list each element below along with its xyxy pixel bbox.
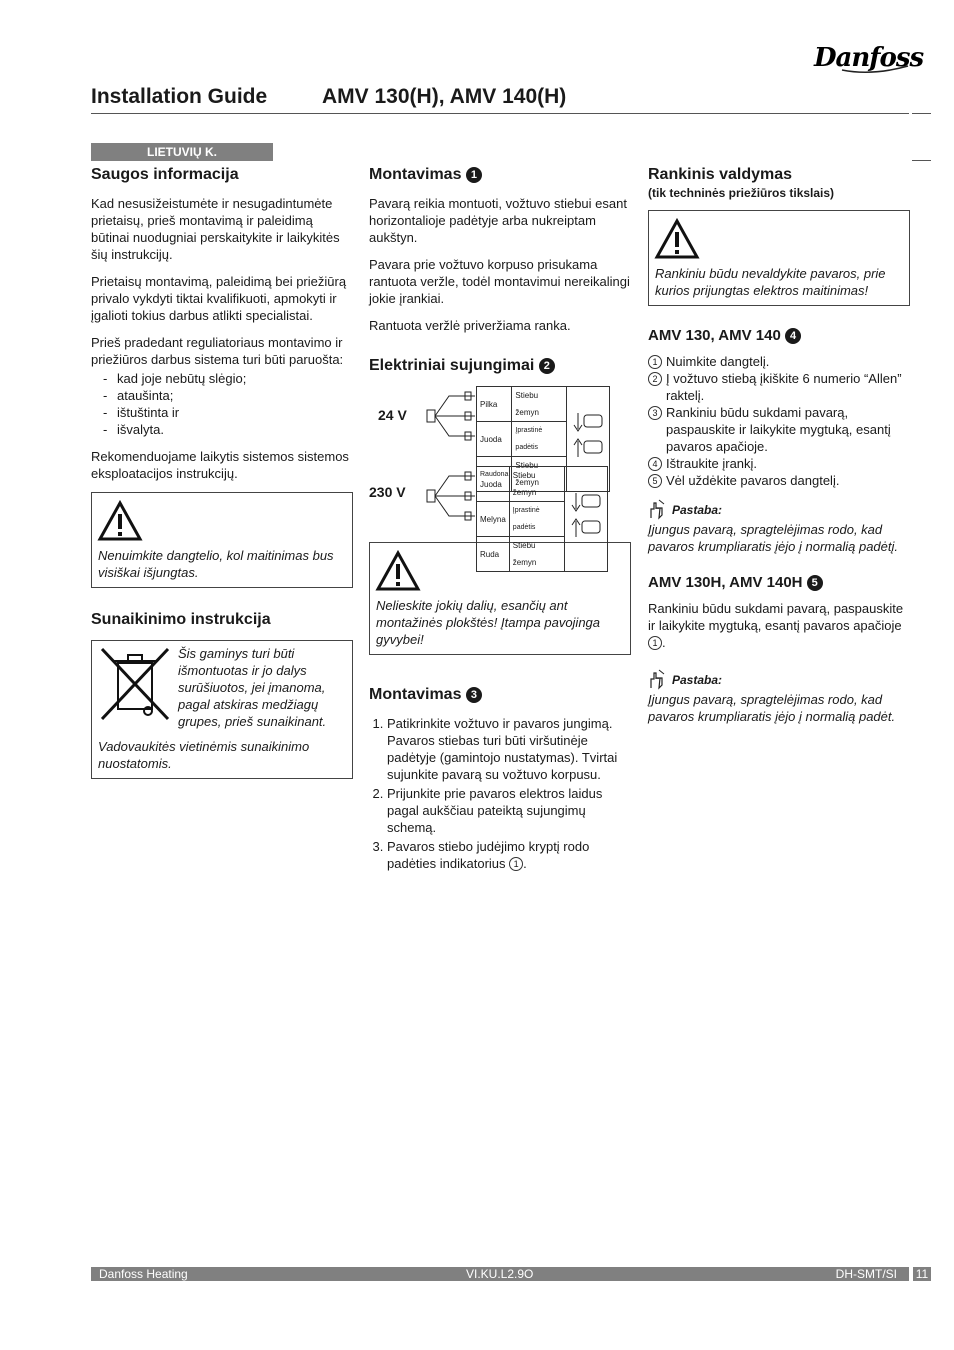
- disposal-local-rules: Vadovaukitės vietinėmis sunaikinimo nuostatomis.: [98, 739, 310, 771]
- step-end: .: [523, 856, 527, 871]
- actuator-icons: [564, 467, 607, 572]
- header-rule: [91, 113, 909, 114]
- wire-color: Raudona: [477, 457, 512, 492]
- column-safety: [91, 165, 353, 789]
- mounting-heading-label: Montavimas: [369, 166, 462, 183]
- voltage-label: 24 V: [378, 407, 407, 423]
- figure-number: 5: [807, 575, 823, 591]
- cable-icon: [425, 470, 477, 522]
- amv130h-body: Rankiniu būdu sukdami pavarą, paspauskite ir laikykite mygtuką, esantį pavaros apačioje: [648, 601, 904, 633]
- footer-company: Danfoss Heating: [99, 1267, 188, 1281]
- indicator-ref: 1: [509, 857, 523, 871]
- warning-icon: [655, 219, 699, 259]
- indicator-ref: 1: [648, 636, 662, 650]
- warning-text: Rankiniu būdu nevaldykite pavaros, prie kurios prijungtas elektros maitinimas!: [655, 266, 886, 298]
- list-item: [648, 472, 910, 489]
- wire-action: Stiebu žemyn: [509, 537, 564, 572]
- column-manual: [648, 165, 910, 735]
- wire-color: Pilka: [477, 387, 512, 422]
- amv130h-heading: [648, 573, 910, 592]
- wire-action: Stiebu žemyn: [509, 467, 564, 502]
- warning-box: [648, 210, 910, 306]
- list-item: [387, 838, 631, 872]
- pointing-hand-icon: [648, 669, 666, 689]
- list-item: 1. Patikrinkite vožtuvo ir pavaros jungimą. Pavaros stiebas turi būti viršutinėje padėtyje (gamintojo nustatymas). Tvirtai sujunkite pavarą su vožtuvo korpusu.: [387, 715, 631, 783]
- doc-title: Installation Guide: [91, 85, 268, 108]
- mounting-steps-heading-label: Montavimas: [369, 686, 462, 703]
- disposal-heading: Sunaikinimo instrukcija: [91, 611, 271, 628]
- warning-box: [91, 492, 353, 588]
- system-prep-list: [91, 370, 353, 438]
- footer-bar: [91, 1267, 909, 1281]
- manual-heading: Rankinis valdymas: [648, 166, 793, 183]
- safety-paragraph: Prietaisų montavimą, paleidimą bei priežiūrą privalo vykdyti tiktai kvalifikuoti, apmokyti ir įgalioti tokius darbus atlikti specialistai.: [91, 274, 347, 323]
- warning-text: Nelieskite jokių dalių, esančių ant montažinės plokštės! Įtampa pavojinga gyvybei!: [376, 598, 601, 647]
- disposal-text: Šis gaminys turi būti išmontuotas ir jo dalys surūšiuotos, jei įmanoma, pagal atskiras medžiagų grupes, prieš sunaikinant.: [178, 646, 327, 729]
- wire-color: Melyna: [477, 502, 510, 537]
- list-item: [648, 455, 910, 472]
- manual-subheading: (tik techninės priežiūros tikslais): [648, 186, 835, 200]
- wire-color: Ruda: [477, 537, 510, 572]
- side-mark: [912, 160, 931, 161]
- amv130-heading: [648, 326, 910, 345]
- mounting-steps: [369, 715, 631, 872]
- list-item: [648, 404, 910, 455]
- page-number: 11: [913, 1267, 931, 1281]
- electrical-heading-label: Elektriniai sujungimai: [369, 357, 535, 374]
- wire-action: Įprastinė padėtis: [509, 502, 564, 537]
- cable-icon: [425, 390, 477, 442]
- logo-text: Danfoss: [814, 43, 924, 73]
- note-label: Pastaba:: [672, 503, 723, 517]
- wire-action: Stiebu žemyn: [512, 457, 567, 492]
- note-text: Įjungus pavarą, spragtelėjimas rodo, kad pavaros krumpliaratis įėjo į normalią padėtį.: [648, 522, 899, 554]
- step-text: Į vožtuvo stiebą įkiškite 6 numerio “Allen” raktelį.: [666, 371, 902, 403]
- amv130h-text: [648, 600, 910, 651]
- mounting-paragraph: Pavarą reikia montuoti, vožtuvo stiebui esant horizontalioje padėtyje arba nukreiptam aukštyn.: [369, 196, 627, 245]
- manual-steps: [648, 353, 910, 489]
- step-text: Vėl uždėkite pavaros dangtelį.: [666, 473, 840, 488]
- figure-number: 4: [785, 328, 801, 344]
- side-mark: [912, 113, 931, 114]
- step-number: 5: [648, 474, 662, 488]
- wiring-230v: [369, 466, 631, 567]
- list-item: 2. Prijunkite prie pavaros elektros laidus pagal aukščiau pateiktą sujungimų schemą.: [387, 785, 631, 836]
- mounting-paragraph: Rantuota veržlė priveržiama ranka.: [369, 318, 571, 333]
- wire-action: Įprastinė padėtis: [512, 422, 567, 457]
- step-text: Pavaros stiebo judėjimo kryptį rodo padėties indikatorius: [387, 839, 590, 871]
- wire-color: Juoda: [477, 467, 510, 502]
- list-item: [648, 370, 910, 404]
- danfoss-logo: [812, 36, 924, 76]
- list-item: - išvalyta.: [103, 421, 353, 438]
- wiring-24v: [369, 386, 631, 487]
- note-label: Pastaba:: [672, 673, 723, 687]
- amv130h-heading-label: AMV 130H, AMV 140H: [648, 574, 803, 591]
- electrical-heading: [369, 356, 631, 376]
- pointing-hand-icon: [648, 499, 666, 519]
- list-item: - ištuštinta ir: [103, 404, 353, 421]
- stem-direction-icon: [570, 411, 606, 461]
- safety-paragraph: Prieš pradedant reguliatoriaus montavimo ir priežiūros darbus sistema turi būti paruošta:: [91, 335, 344, 367]
- amv130h-end: .: [662, 635, 666, 650]
- step-text: Nuimkite dangtelį.: [666, 354, 770, 369]
- warning-text: Nenuimkite dangtelio, kol maitinimas bus visiškai išjungtas.: [98, 548, 334, 580]
- safety-heading: Saugos informacija: [91, 166, 239, 183]
- mounting-steps-heading: [369, 685, 631, 705]
- stem-direction-icon: [568, 491, 604, 541]
- logo-graphic: [812, 36, 924, 76]
- step-number: 1: [648, 355, 662, 369]
- step-text: Ištraukite įrankį.: [666, 456, 758, 471]
- mounting-paragraph: Pavara prie vožtuvo korpuso prisukama rantuota veržle, todėl montavimui nereikalingi jokie įrankiai.: [369, 257, 630, 306]
- list-item: [648, 353, 910, 370]
- language-tag: LIETUVIŲ K.: [91, 143, 273, 161]
- column-mounting: [369, 165, 631, 882]
- wire-action: Stiebu žemyn: [512, 387, 567, 422]
- wiring-table: [476, 466, 608, 572]
- recycle-bin-crossed-icon: [98, 645, 172, 723]
- table-row: [477, 387, 610, 422]
- warning-icon: [98, 501, 142, 541]
- step-number: 4: [648, 457, 662, 471]
- disposal-box: [91, 640, 353, 779]
- step-number: 3: [648, 406, 662, 420]
- amv130-heading-label: AMV 130, AMV 140: [648, 327, 781, 344]
- voltage-label: 230 V: [369, 484, 406, 500]
- list-item: - ataušinta;: [103, 387, 353, 404]
- note-text: Įjungus pavarą, spragtelėjimas rodo, kad pavaros krumpliaratis įėjo į normalią padėt.: [648, 692, 896, 724]
- figure-number: 1: [466, 167, 482, 183]
- table-row: [477, 467, 608, 502]
- warning-icon: [376, 551, 420, 591]
- product-title: AMV 130(H), AMV 140(H): [322, 85, 567, 108]
- step-number: 2: [648, 372, 662, 386]
- note-header: [648, 499, 910, 519]
- safety-paragraph: Kad nesusižeistumėte ir nesugadintumėte prietaisų, prieš montavimą ir paleidimą būtinai nuodugniai perskaitykite ir laikykitės šių instrukcijų.: [91, 196, 340, 262]
- mounting-heading: [369, 165, 631, 185]
- list-item: - kad joje nebūtų slėgio;: [103, 370, 353, 387]
- wire-color: Juoda: [477, 422, 512, 457]
- footer-code: VI.KU.L2.9O: [466, 1267, 534, 1281]
- step-text: Rankiniu būdu sukdami pavarą, paspauskite ir laikykite mygtuką, esantį pavaros apačioje.: [666, 405, 891, 454]
- figure-number: 3: [466, 687, 482, 703]
- figure-number: 2: [539, 358, 555, 374]
- note-header: [648, 669, 910, 689]
- safety-paragraph: Rekomenduojame laikytis sistemos sistemos eksploatacijos instrukcijų.: [91, 449, 349, 481]
- footer-dept: DH-SMT/SI: [835, 1267, 897, 1281]
